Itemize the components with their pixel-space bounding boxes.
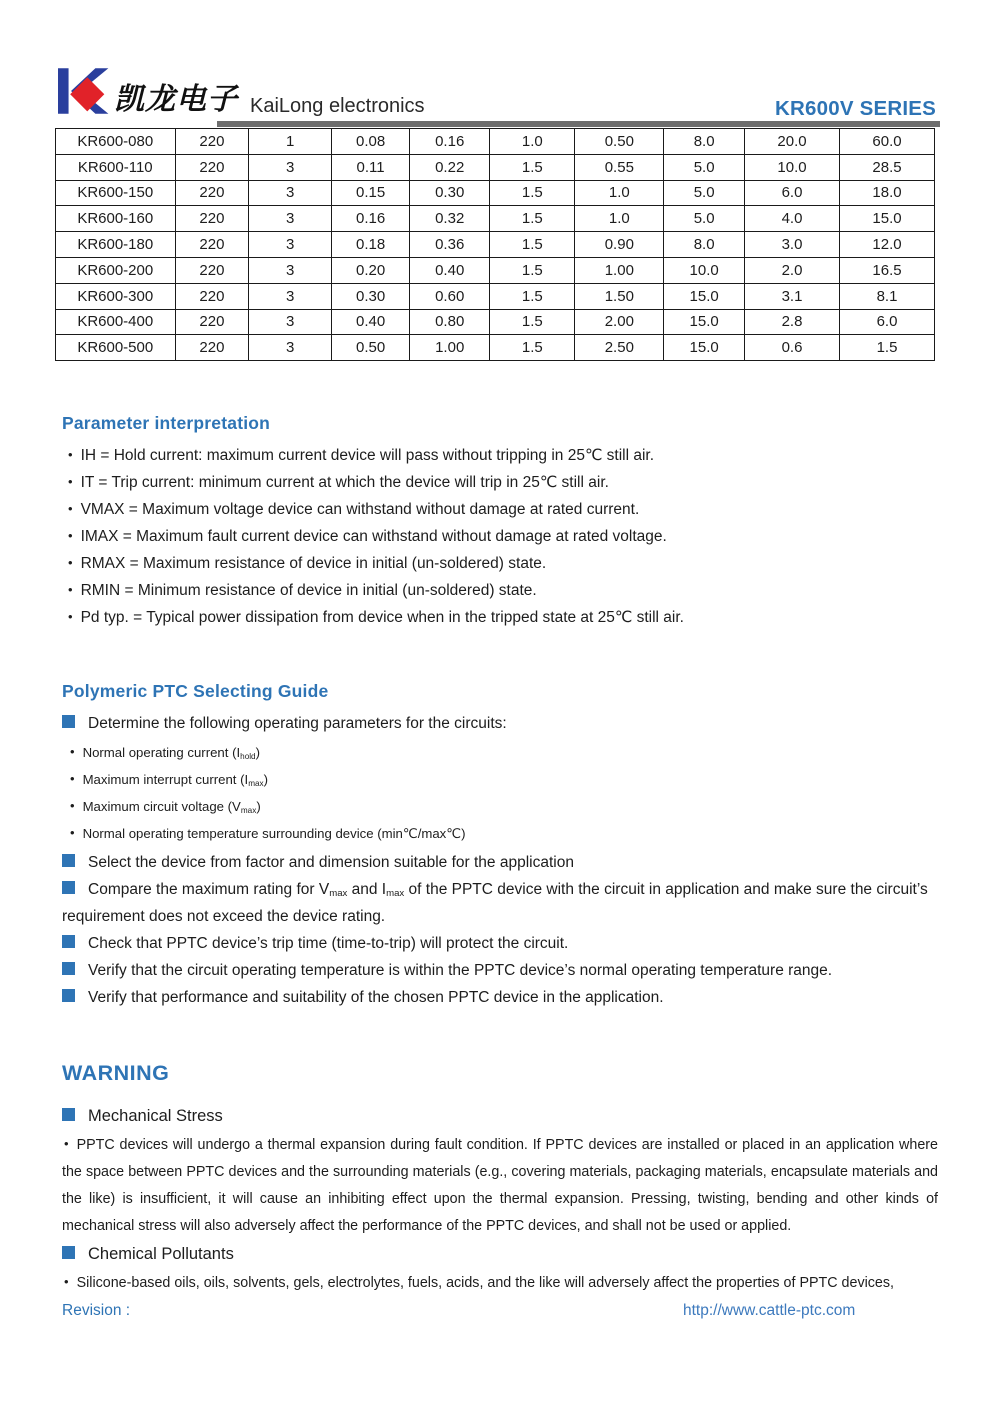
warning-chemical-text [62, 1268, 938, 1297]
bullet-icon: • [68, 474, 73, 490]
param-item [62, 577, 938, 604]
param-item-text: IH = Hold current: maximum current device will pass without tripping in 25℃ still air. [80, 447, 655, 465]
table-cell: 1.00 [410, 335, 490, 361]
brand-english-text: KaiLong electronics [250, 95, 425, 117]
table-cell: 0.16 [331, 206, 409, 232]
subscript-text: max [248, 779, 264, 789]
table-row [56, 180, 935, 206]
param-item [62, 523, 938, 550]
param-item [62, 604, 938, 631]
table-cell: 1.50 [575, 283, 664, 309]
guide-item-text: Check that PPTC device’s trip time (time-to-trip) will protect the circuit. [88, 935, 569, 953]
table-cell: 3 [249, 257, 332, 283]
operating-param-text: ) [263, 772, 269, 788]
page-header [0, 0, 1000, 128]
header-rule [217, 121, 940, 127]
spec-table [55, 128, 935, 361]
warning-chemical-title [62, 1240, 938, 1268]
table-cell: 1.5 [490, 309, 575, 335]
guide-item-text: of the PPTC device with the circuit in application and make sure the circuit’s requirement does not exceed the device rating. [62, 881, 928, 926]
table-cell: KR600-080 [56, 129, 176, 155]
series-title: KR600V SERIES [775, 97, 936, 120]
guide-item-text: Verify that the circuit operating temperature is within the PPTC device’s normal operating temperature range. [88, 962, 833, 980]
table-row [56, 335, 935, 361]
table-cell: 16.5 [839, 257, 934, 283]
warning-subsection-label: Chemical Pollutants [88, 1245, 234, 1264]
table-cell: 1.5 [490, 283, 575, 309]
table-cell: 15.0 [839, 206, 934, 232]
subscript-text: hold [240, 752, 256, 762]
table-cell: 220 [175, 257, 249, 283]
table-cell: 10.0 [664, 257, 745, 283]
table-cell: 18.0 [839, 180, 934, 206]
table-cell: 0.80 [410, 309, 490, 335]
table-cell: KR600-110 [56, 154, 176, 180]
table-cell: 1.00 [575, 257, 664, 283]
table-row [56, 206, 935, 232]
bullet-icon: • [70, 798, 75, 814]
square-bullet-icon [62, 881, 75, 894]
table-cell: 1 [249, 129, 332, 155]
revision-label: Revision : [62, 1302, 131, 1319]
table-cell: 5.0 [664, 154, 745, 180]
warning-subsection-label: Mechanical Stress [88, 1107, 223, 1126]
subscript-text: max [240, 806, 257, 816]
param-item-text: RMIN = Minimum resistance of device in initial (un-soldered) state. [80, 582, 537, 600]
table-cell: KR600-300 [56, 283, 176, 309]
guide-item-verify-performance [62, 984, 938, 1011]
table-cell: 2.8 [745, 309, 840, 335]
operating-param-text: ) [255, 745, 261, 761]
param-item-text: VMAX = Maximum voltage device can withstand without damage at rated current. [80, 501, 640, 519]
table-cell: 220 [175, 335, 249, 361]
table-cell: 3 [249, 180, 332, 206]
table-cell: 0.16 [410, 129, 490, 155]
table-cell: 1.5 [490, 232, 575, 258]
bullet-icon: • [68, 501, 73, 517]
param-list [62, 442, 938, 631]
guide-item-verify-temperature [62, 957, 938, 984]
bullet-icon: • [70, 744, 75, 760]
table-cell: 220 [175, 283, 249, 309]
table-cell: 20.0 [745, 129, 840, 155]
param-item-text: IMAX = Maximum fault current device can withstand without damage at rated voltage. [80, 528, 667, 546]
table-cell: 1.5 [490, 335, 575, 361]
table-cell: 6.0 [839, 309, 934, 335]
table-row [56, 283, 935, 309]
subscript-text: max [386, 888, 405, 900]
guide-item-text: and I [347, 881, 387, 899]
table-cell: 15.0 [664, 309, 745, 335]
table-cell: 15.0 [664, 335, 745, 361]
table-cell: 6.0 [745, 180, 840, 206]
table-cell: 0.60 [410, 283, 490, 309]
table-cell: 4.0 [745, 206, 840, 232]
square-bullet-icon [62, 715, 75, 728]
table-cell: 3 [249, 335, 332, 361]
square-bullet-icon [62, 1246, 75, 1259]
param-item [62, 550, 938, 577]
bullet-icon: • [68, 528, 73, 544]
table-cell: 3 [249, 309, 332, 335]
table-cell: 8.1 [839, 283, 934, 309]
section-selecting-guide [62, 681, 938, 1011]
table-cell: 12.0 [839, 232, 934, 258]
table-cell: 0.50 [331, 335, 409, 361]
bullet-icon: • [64, 1274, 69, 1290]
param-item [62, 469, 938, 496]
bullet-icon: • [68, 609, 73, 625]
operating-param-text: Maximum interrupt current (I [82, 772, 249, 788]
table-cell: 2.00 [575, 309, 664, 335]
bullet-icon: • [70, 825, 75, 841]
operating-param-text: ) [256, 799, 261, 815]
table-row [56, 129, 935, 155]
table-cell: 5.0 [664, 180, 745, 206]
table-cell: 3.0 [745, 232, 840, 258]
operating-param-text: Maximum circuit voltage (V [82, 799, 241, 815]
table-cell: KR600-150 [56, 180, 176, 206]
table-cell: KR600-180 [56, 232, 176, 258]
table-cell: 1.0 [490, 129, 575, 155]
table-cell: 0.30 [410, 180, 490, 206]
square-bullet-icon [62, 962, 75, 975]
guide-item-determine [62, 710, 938, 737]
guide-item-text: Verify that performance and suitability of the chosen PPTC device in the application. [88, 989, 664, 1007]
table-cell: 60.0 [839, 129, 934, 155]
operating-param-list [68, 739, 938, 847]
guide-item-check [62, 930, 938, 957]
table-cell: KR600-400 [56, 309, 176, 335]
table-cell: 0.90 [575, 232, 664, 258]
table-cell: 3 [249, 154, 332, 180]
operating-param-item [68, 793, 938, 820]
table-cell: 0.20 [331, 257, 409, 283]
table-cell: KR600-160 [56, 206, 176, 232]
table-cell: 3 [249, 206, 332, 232]
param-item [62, 442, 938, 469]
operating-param-text: Normal operating current (I [82, 745, 241, 761]
operating-param-text: Normal operating temperature surrounding device (min℃/max℃) [82, 826, 466, 842]
table-cell: 0.40 [410, 257, 490, 283]
table-cell: 3.1 [745, 283, 840, 309]
table-cell: 0.22 [410, 154, 490, 180]
brand-chinese-text: 凯龙电子 [114, 83, 238, 116]
table-cell: 0.55 [575, 154, 664, 180]
bullet-icon: • [70, 771, 75, 787]
spec-table-body [56, 129, 935, 361]
table-cell: 28.5 [839, 154, 934, 180]
bullet-icon: • [68, 582, 73, 598]
website-link[interactable]: http://www.cattle-ptc.com [683, 1302, 856, 1319]
table-cell: 220 [175, 154, 249, 180]
table-cell: 220 [175, 206, 249, 232]
operating-param-item [68, 766, 938, 793]
table-cell: 3 [249, 232, 332, 258]
square-bullet-icon [62, 935, 75, 948]
section-warning [62, 1061, 938, 1297]
guide-item-select [62, 849, 938, 876]
section-parameter-interpretation [62, 413, 938, 631]
param-item [62, 496, 938, 523]
table-row [56, 257, 935, 283]
table-cell: 0.15 [331, 180, 409, 206]
table-cell: 2.50 [575, 335, 664, 361]
table-cell: 1.5 [490, 180, 575, 206]
param-item-text: IT = Trip current: minimum current at which the device will trip in 25℃ still air. [80, 474, 609, 492]
table-row [56, 154, 935, 180]
table-cell: 0.30 [331, 283, 409, 309]
square-bullet-icon [62, 854, 75, 867]
operating-param-item [68, 820, 938, 847]
table-cell: 0.18 [331, 232, 409, 258]
section-title: Polymeric PTC Selecting Guide [62, 681, 329, 702]
table-cell: 0.11 [331, 154, 409, 180]
table-cell: 5.0 [664, 206, 745, 232]
warning-mechanical-title [62, 1102, 938, 1130]
table-cell: 0.08 [331, 129, 409, 155]
table-cell: 10.0 [745, 154, 840, 180]
table-cell: 1.5 [490, 257, 575, 283]
table-cell: 0.50 [575, 129, 664, 155]
operating-param-item [68, 739, 938, 766]
table-cell: 8.0 [664, 232, 745, 258]
subscript-text: max [329, 888, 348, 900]
table-row [56, 232, 935, 258]
section-title: Parameter interpretation [62, 413, 271, 434]
guide-item-text: Select the device from factor and dimension suitable for the application [88, 854, 574, 872]
table-cell: 1.0 [575, 206, 664, 232]
bullet-icon: • [68, 447, 73, 463]
table-cell: 1.5 [839, 335, 934, 361]
guide-item-compare [62, 876, 938, 930]
warning-title: WARNING [62, 1061, 170, 1086]
table-cell: 0.40 [331, 309, 409, 335]
warning-paragraph-text: Silicone-based oils, oils, solvents, gels, electrolytes, fuels, acids, and the like will adversely affect the properties of PPTC devices, [76, 1275, 894, 1292]
table-cell: KR600-500 [56, 335, 176, 361]
table-cell: 15.0 [664, 283, 745, 309]
param-item-text: Pd typ. = Typical power dissipation from device when in the tripped state at 25℃ still air. [80, 609, 684, 627]
warning-paragraph-text: PPTC devices will undergo a thermal expansion during fault condition. If PPTC devices are installed or placed in an application where the space between PPTC devices and the surrounding materials (e.g., covering materials, packaging materials, encapsulate materials and the like) is insufficient, it will cause an inhibiting effect upon the thermal expansion. Pressing, twisting, bending and other kinds of mechanical stress will also adversely affect the performance of the PPTC devices, and shall not be used or applied. [62, 1137, 938, 1235]
table-cell: KR600-200 [56, 257, 176, 283]
guide-item-text: Compare the maximum rating for V [88, 881, 330, 899]
warning-mechanical-text [62, 1130, 938, 1240]
table-cell: 0.32 [410, 206, 490, 232]
table-row [56, 309, 935, 335]
square-bullet-icon [62, 989, 75, 1002]
bullet-icon: • [68, 555, 73, 571]
table-cell: 8.0 [664, 129, 745, 155]
table-cell: 3 [249, 283, 332, 309]
table-cell: 1.5 [490, 154, 575, 180]
kailong-logo-icon [58, 62, 110, 120]
table-cell: 220 [175, 180, 249, 206]
guide-item-text: Determine the following operating parameters for the circuits: [88, 715, 507, 733]
table-cell: 0.36 [410, 232, 490, 258]
square-bullet-icon [62, 1108, 75, 1121]
table-cell: 1.5 [490, 206, 575, 232]
table-cell: 0.6 [745, 335, 840, 361]
table-cell: 220 [175, 309, 249, 335]
table-cell: 1.0 [575, 180, 664, 206]
table-cell: 2.0 [745, 257, 840, 283]
table-cell: 220 [175, 232, 249, 258]
param-item-text: RMAX = Maximum resistance of device in initial (un-soldered) state. [80, 555, 547, 573]
table-cell: 220 [175, 129, 249, 155]
bullet-icon: • [64, 1136, 69, 1152]
page-content [0, 413, 1000, 1297]
